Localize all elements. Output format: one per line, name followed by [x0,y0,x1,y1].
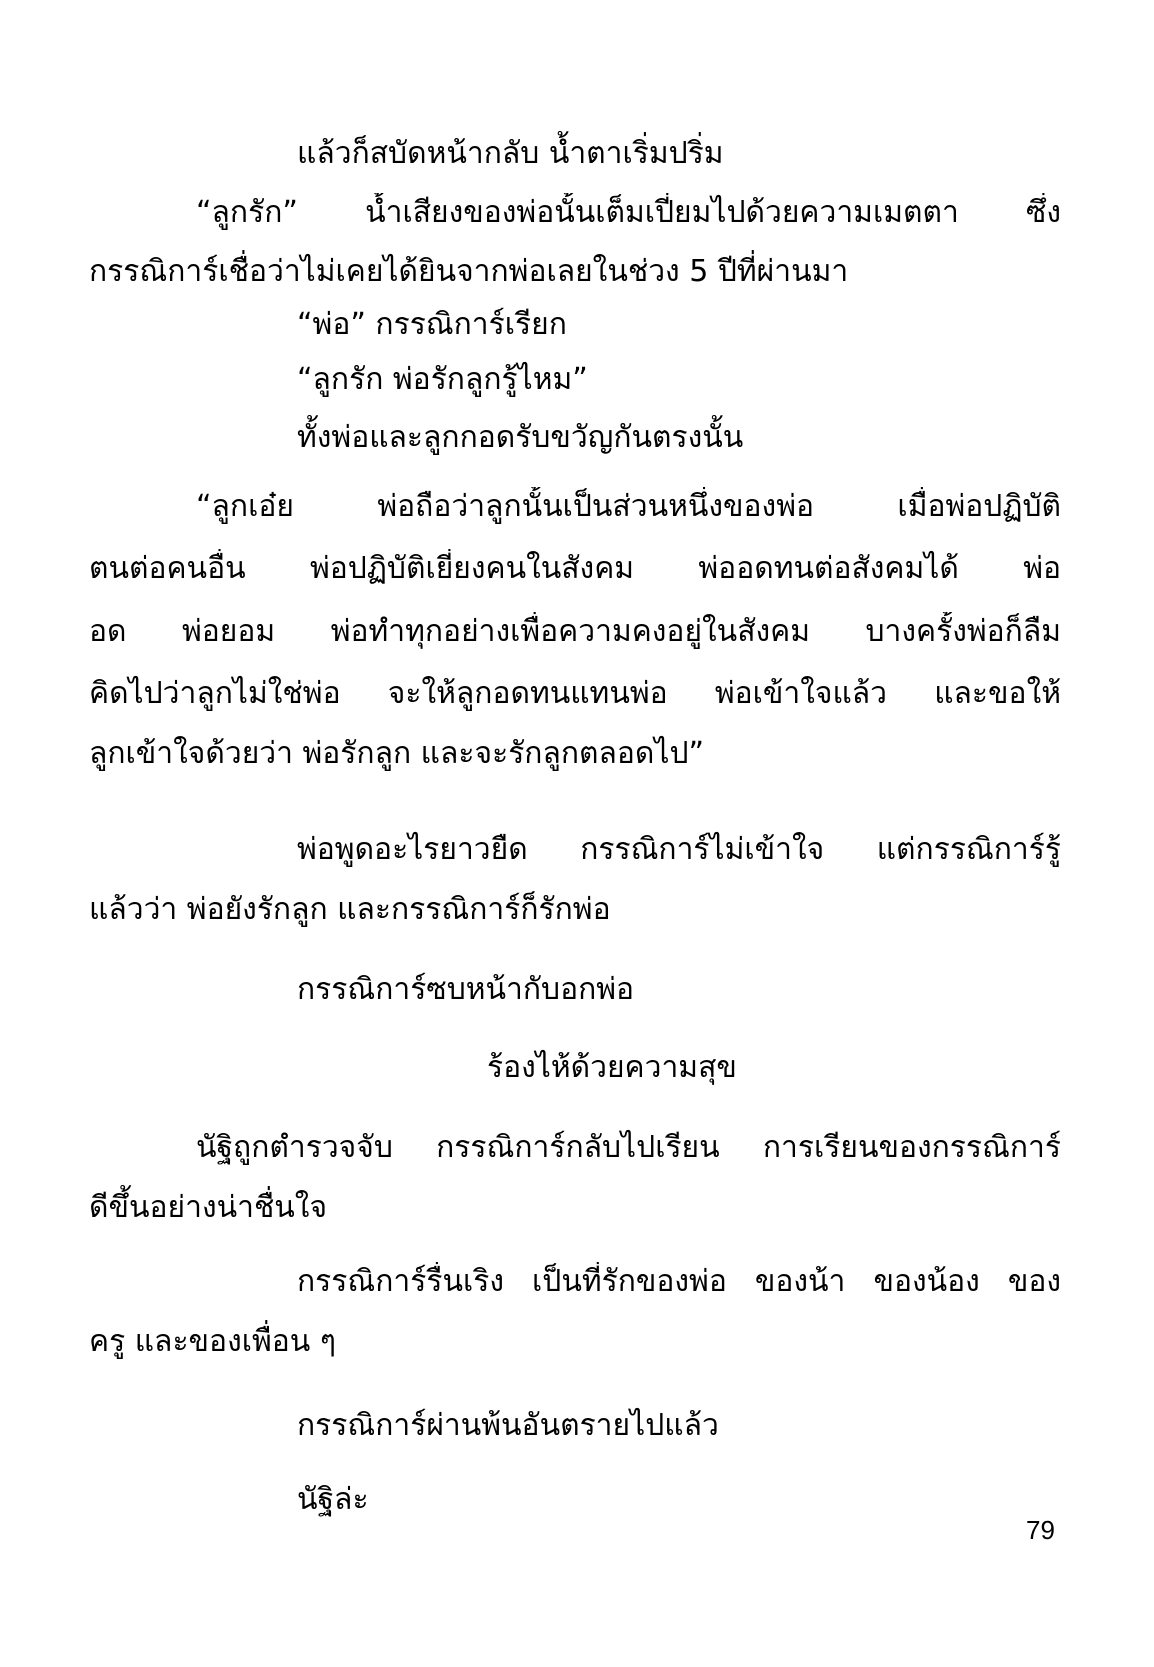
text-line: ครู และของเพื่อน ๆ [89,1324,336,1359]
text-line: นัฐิล่ะ [297,1482,369,1517]
text-line: แล้วก็สบัดหน้ากลับ น้ำตาเริ่มปริ่ม [297,136,724,171]
text-line: กรรณิการ์เชื่อว่าไม่เคยได้ยินจากพ่อเลยในช่วง 5 ปีที่ผ่านมา [89,254,849,289]
text-line: ร้องไห้ด้วยความสุข [487,1050,737,1085]
text-line: พ่อพูดอะไรยาวยืด กรรณิการ์ไม่เข้าใจ แต่กรรณิการ์รู้ [297,832,1061,867]
text-line: นัฐิถูกตำรวจจับ กรรณิการ์กลับไปเรียน การเรียนของกรรณิการ์ [196,1130,1061,1165]
text-line: “ลูกรัก” น้ำเสียงของพ่อนั้นเต็มเปี่ยมไปด้วยความเมตตา ซึ่ง [196,195,1061,230]
text-line: ดีขึ้นอย่างน่าชื่นใจ [89,1190,328,1225]
text-line: กรรณิการ์รื่นเริง เป็นที่รักของพ่อ ของน้า ของน้อง ของ [297,1264,1061,1299]
text-line: กรรณิการ์ซบหน้ากับอกพ่อ [297,972,635,1007]
page-number: 79 [1026,1515,1055,1545]
text-line: “พ่อ” กรรณิการ์เรียก [297,307,567,342]
text-line: แล้วว่า พ่อยังรักลูก และกรรณิการ์ก็รักพ่อ [89,892,611,927]
text-line: “ลูกเอ๋ย พ่อถือว่าลูกนั้นเป็นส่วนหนึ่งของพ่อ เมื่อพ่อปฏิบัติ [196,489,1061,524]
text-line: ตนต่อคนอื่น พ่อปฏิบัติเยี่ยงคนในสังคม พ่ออดทนต่อสังคมได้ พ่อ [89,551,1061,586]
text-line: ลูกเข้าใจด้วยว่า พ่อรักลูก และจะรักลูกตลอดไป” [89,736,705,771]
text-line: ทั้งพ่อและลูกกอดรับขวัญกันตรงนั้น [297,420,744,455]
text-line: “ลูกรัก พ่อรักลูกรู้ไหม” [297,362,588,397]
text-line: คิดไปว่าลูกไม่ใช่พ่อ จะให้ลูกอดทนแทนพ่อ พ่อเข้าใจแล้ว และขอให้ [89,676,1061,711]
text-line: อด พ่อยอม พ่อทำทุกอย่างเพื่อความคงอยู่ในสังคม บางครั้งพ่อก็ลืม [89,614,1061,649]
text-line: กรรณิการ์ผ่านพ้นอันตรายไปแล้ว [297,1408,719,1443]
